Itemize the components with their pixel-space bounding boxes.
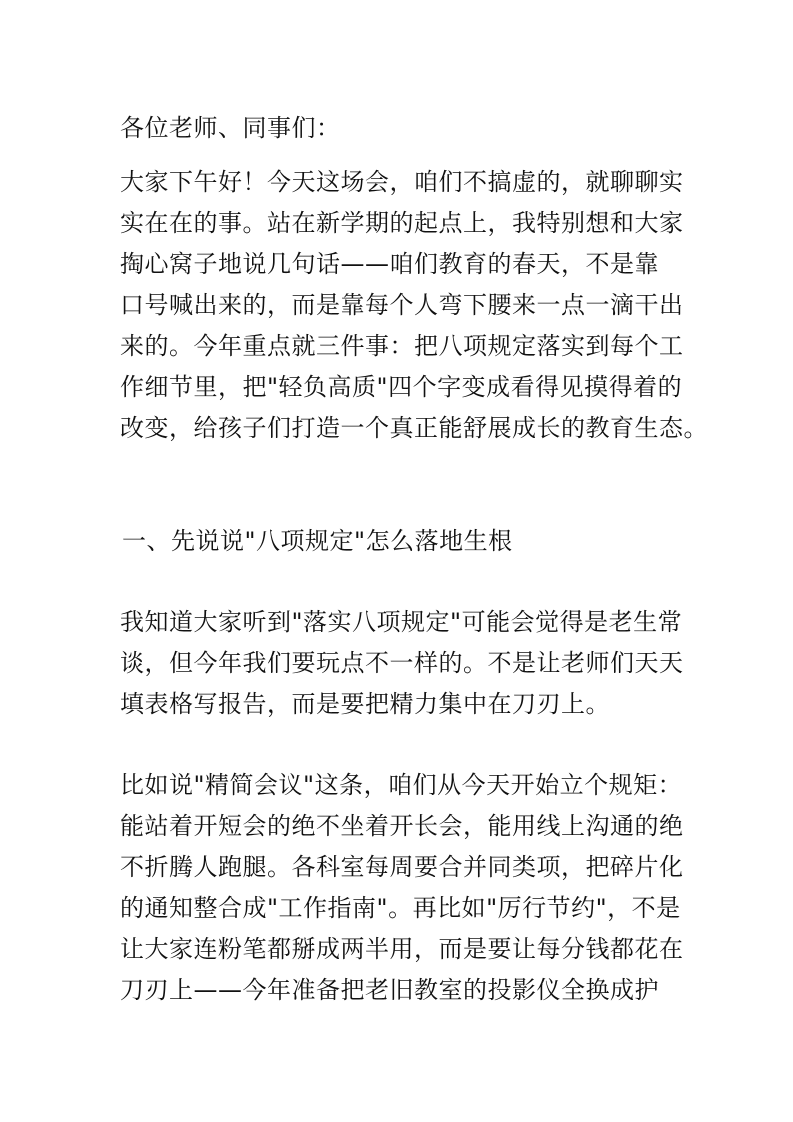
text-line: 大家下午好！今天这场会，咱们不搞虚的，就聊聊实 (120, 168, 684, 196)
text-line: 作细节里，把"轻负高质"四个字变成看得见摸得着的 (120, 373, 683, 401)
text-line: 让大家连粉笔都掰成两半用，而是要让每分钱都花在 (120, 935, 684, 963)
text-line: 我知道大家听到"落实八项规定"可能会觉得是老生常 (120, 608, 683, 636)
text-line: 填表格写报告，而是要把精力集中在刀刃上。 (120, 690, 610, 718)
text-line: 口号喊出来的，而是靠每个人弯下腰来一点一滴干出 (120, 291, 684, 319)
text-line: 谈，但今年我们要玩点不一样的。不是让老师们天天 (120, 649, 684, 677)
text-line: 实在在的事。站在新学期的起点上，我特别想和大家 (120, 209, 684, 237)
text-line: 的通知整合成"工作指南"。再比如"厉行节约"，不是 (120, 894, 681, 922)
text-line: 能站着开短会的绝不坐着开长会，能用线上沟通的绝 (120, 812, 684, 840)
text-line: 改变，给孩子们打造一个真正能舒展成长的教育生态。 (120, 414, 708, 442)
text-line: 比如说"精简会议"这条，咱们从今天开始立个规矩： (120, 771, 683, 799)
text-line: 掏心窝子地说几句话——咱们教育的春天，不是靠 (120, 250, 659, 278)
section-heading: 一、先说说"八项规定"怎么落地生根 (122, 527, 513, 555)
text-line: 刀刃上——今年准备把老旧教室的投影仪全换成护 (120, 976, 659, 1004)
text-line: 来的。今年重点就三件事：把八项规定落实到每个工 (120, 332, 684, 360)
greeting: 各位老师、同事们： (120, 114, 341, 142)
text-line: 不折腾人跑腿。各科室每周要合并同类项，把碎片化 (120, 853, 684, 881)
